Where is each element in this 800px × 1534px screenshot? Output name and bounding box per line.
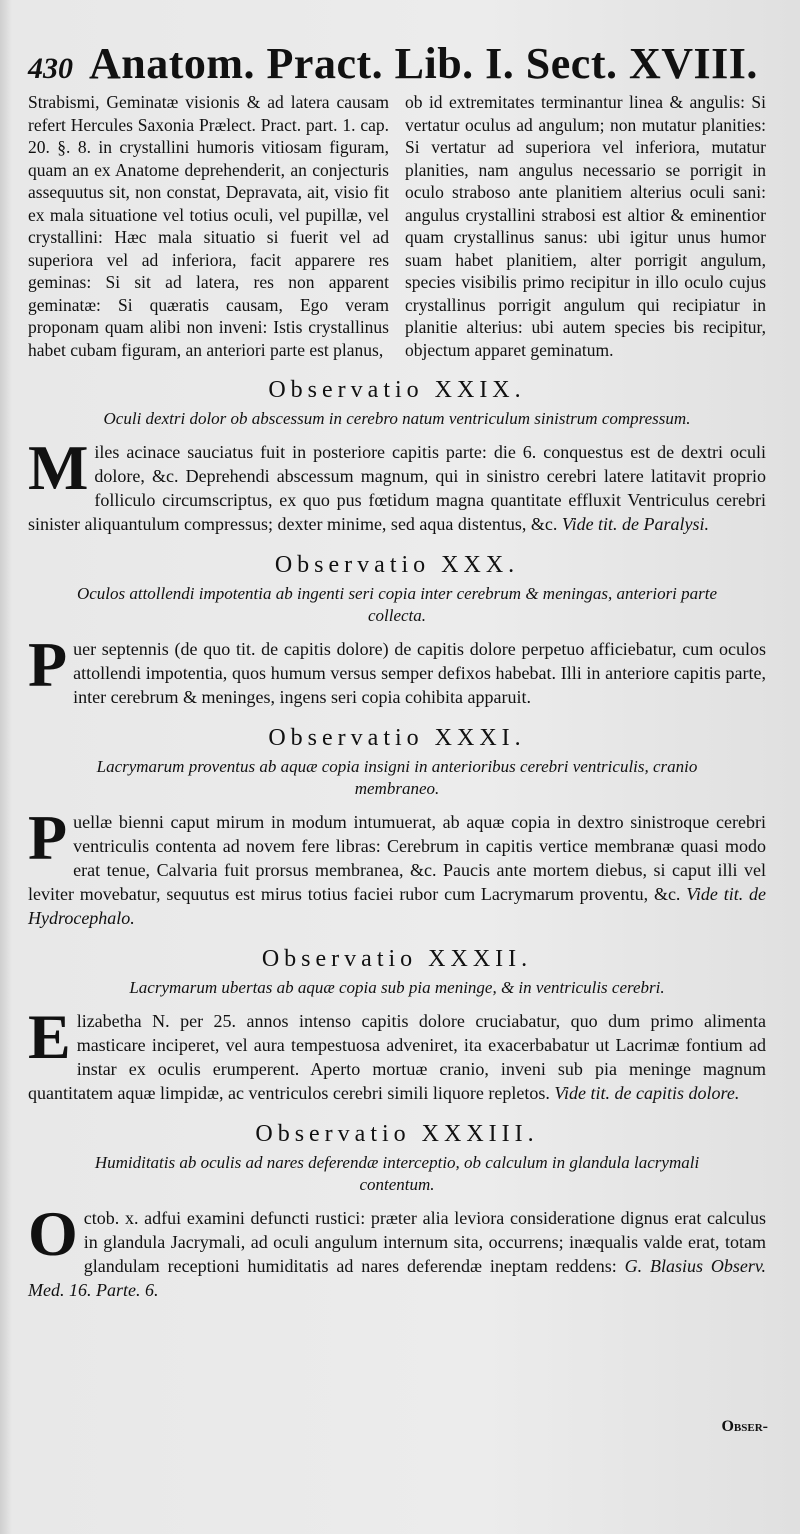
observation-reference: Vide tit. de capitis dolore. — [554, 1083, 740, 1103]
running-title: Anatom. Pract. Lib. I. Sect. XVIII. — [89, 39, 758, 88]
page-header — [28, 38, 766, 89]
observation-32 — [28, 946, 766, 1105]
observation-body — [28, 629, 766, 709]
observation-title: Observatio XXXIII. — [255, 1121, 539, 1147]
observation-subtitle: Oculos attollendi impotentia ab ingenti seri copia inter cerebrum & meningas, anteriori parte collecta. — [76, 584, 718, 625]
page-number: 430 — [28, 52, 73, 85]
observation-text: uellæ bienni caput mirum in modum intumuerat, ab aquæ copia in dextro sinistroque cerebri ventriculis contenta ad novem fere libras: Cerebrum in capitis vertice membranæ quasi modo erat tenue, Calvaria fuit prorsus membranea, &c. Paucis ante mortem diebus, si caput illi vel leviter movebatur, sequutus est mirus totius faciei rubor cum Lacrymarum proventu, &c. — [28, 812, 766, 904]
intro-right-column — [405, 91, 766, 361]
observation-text: uer septennis (de quo tit. de capitis dolore) de capitis dolore perpetuo afficiebatur, cum oculos attollendi impotentia, quos humum versus semper defixos habebat. Illi in anteriore capitis parte, inter cerebrum & meninges, ingens seri copia cohibita apparuit. — [73, 639, 766, 707]
intro-left-text: Strabismi, Geminatæ visionis & ad latera causam refert Hercules Saxonia Prælect. Pract. part. 1. cap. 20. §. 8. in crystallini humoris vitiosam figuram, quam an ex Anatome deprehenderit, an conjecturis assequutus sit, non constat, Depravata, ait, visio fit ex mala situatione vel totius oculi, vel pupillæ, vel crystallini: Hæc mala situatio si fuerit vel ad superiora vel ad inferiora, facit apparere res geminas: Si sit ad latera, res non apparent geminatæ: Si quæratis causam, Ego veram proponam quam alibi non inveni: Istis crystallinus habet cubam figuram, an anteriori parte est planus, — [28, 92, 389, 360]
observation-30 — [28, 552, 766, 709]
intro-columns — [28, 91, 766, 361]
observation-body — [28, 1198, 766, 1302]
intro-left-column — [28, 91, 389, 361]
observation-subtitle: Lacrymarum proventus ab aquæ copia insigni in anterioribus cerebri ventriculis, cranio membraneo. — [96, 757, 698, 798]
observation-text: ctob. x. adfui examini defuncti rustici: præter alia leviora consideratione dignus erat calculus in glandula Jacrymali, ad oculi angulum internum sita, occurrens; inæqualis valde erat, totam glandulam receptioni humiditatis ad nares deferendæ ineptam reddens: — [83, 1208, 766, 1276]
observation-31 — [28, 725, 766, 930]
drop-cap: P — [28, 629, 68, 700]
drop-cap: E — [28, 1001, 71, 1072]
observation-reference: G. Blasius Observ. Med. 16. Parte. 6. — [28, 1256, 766, 1300]
drop-cap: M — [28, 432, 89, 503]
drop-cap: O — [28, 1198, 78, 1269]
observation-title: Observatio XXXI. — [268, 725, 526, 751]
observation-subtitle: Humiditatis ab oculis ad nares deferendæ interceptio, ob calculum in glandula lacrymali contentum. — [94, 1153, 700, 1194]
observation-title: Observatio XXX. — [274, 552, 520, 578]
drop-cap: P — [28, 802, 68, 873]
observation-33 — [28, 1121, 766, 1302]
observation-body — [28, 1001, 766, 1105]
observation-reference: Vide tit. de Hydrocephalo. — [28, 884, 766, 928]
observation-title: Observatio XXXII. — [261, 946, 533, 972]
observation-text: iles acinace sauciatus fuit in posteriore capitis parte: die 6. conquestus est de dextri oculi dolore, &c. Deprehendi abscessum magnum, qui in sinistro cerebri latere latitavit proprio folliculo circumscriptus, ex quo pus fœtidum magna quantitate effluxit Ventriculus cerebri sinister aliquantulum compressus; dexter minime, sed aqua distentus, &c. — [28, 442, 766, 534]
observation-subtitle: Lacrymarum ubertas ab aquæ copia sub pia meninge, & in ventriculis cerebri. — [129, 978, 665, 997]
observation-title: Observatio XXIX. — [268, 377, 526, 403]
observation-text: lizabetha N. per 25. annos intenso capitis dolore cruciabatur, quo dum primo alimenta masticare inciperet, vel aura tempestuosa adveniret, ita exacerbabatur ut Lacrimæ fontium ad instar ex oculis erumperent. Aperto mortuæ cranio, inveni sub pia meninge magnum quantitatem aquæ limpidæ, ac ventriculos cerebri simili liquore repletos. — [28, 1011, 766, 1103]
observation-body — [28, 432, 766, 536]
observation-body — [28, 802, 766, 930]
observation-29 — [28, 377, 766, 536]
observation-reference: Vide tit. de Paralysi. — [561, 514, 710, 534]
intro-right-text: ob id extremitates terminantur linea & angulis: Si vertatur oculus ad angulum; non mutatur planities: Si vertatur ad superiora vel inferiora, mutatur planities, nam angulus necessario se porrigit in oculo straboso ante planitiem alterius oculi sani: angulus crystallini strabosi est altior & eminentior quam crystallinus sanus: ubi igitur unus humor suam habet planitiem, alter porrigit angulum, species visibilis primo recipitur in illo oculo cujus crystallinus porrigit angulum qui recipiatur in planitie alterius: ubi autem species bis recipitur, objectum apparet geminatum. — [405, 92, 766, 360]
catchword: Obser- — [721, 1418, 768, 1435]
observation-subtitle: Oculi dextri dolor ob abscessum in cerebro natum ventriculum sinistrum compressum. — [103, 409, 691, 428]
